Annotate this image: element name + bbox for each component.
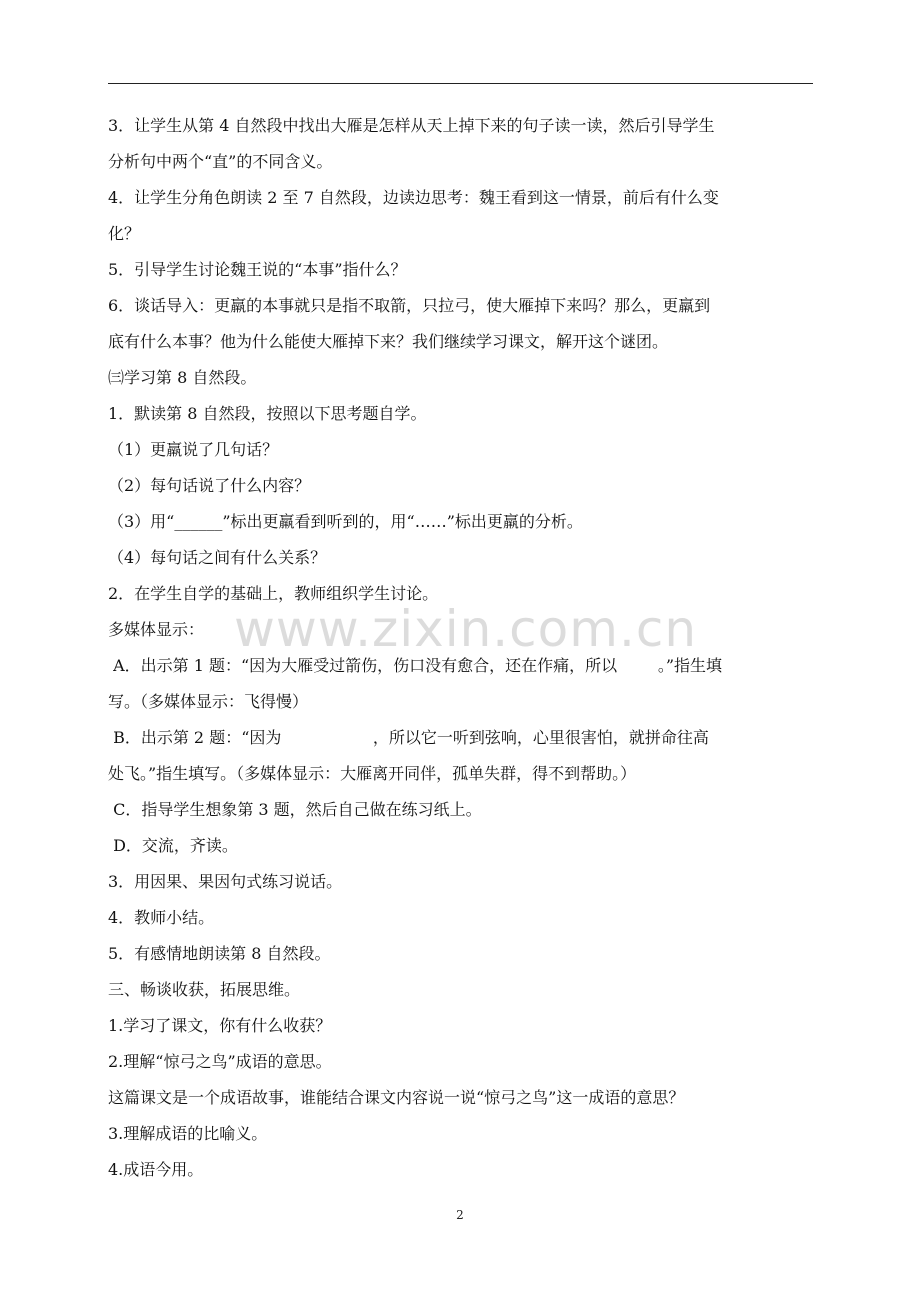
text-line: 3．用因果、果因句式练习说话。 bbox=[108, 872, 343, 891]
text-line: （3）用“______”标出更羸看到听到的，用“……”标出更羸的分析。 bbox=[108, 512, 583, 531]
text-line: 5．引导学生讨论魏王说的“本事”指什么？ bbox=[108, 260, 407, 279]
text-line: 1．默读第 8 自然段，按照以下思考题自学。 bbox=[108, 404, 427, 423]
text-line: A．出示第 1 题：“因为大雁受过箭伤，伤口没有愈合，还在作痛，所以 。”指生填 bbox=[108, 656, 723, 675]
page-number: 2 bbox=[456, 1208, 464, 1222]
watermark: www.zixin.com.cn bbox=[234, 600, 698, 658]
header-rule bbox=[108, 83, 813, 84]
text-line: 4.成语今用。 bbox=[108, 1160, 204, 1179]
text-line: 这篇课文是一个成语故事，谁能结合课文内容说一说“惊弓之鸟”这一成语的意思？ bbox=[108, 1088, 685, 1107]
text-line: 3.理解成语的比喻义。 bbox=[108, 1124, 268, 1143]
text-line: 5．有感情地朗读第 8 自然段。 bbox=[108, 944, 331, 963]
text-line: 底有什么本事？他为什么能使大雁掉下来？我们继续学习课文，解开这个谜团。 bbox=[108, 332, 669, 351]
section-heading: ㈢学习第 8 自然段。 bbox=[108, 368, 257, 387]
text-line: B．出示第 2 题：“因为 ，所以它一听到弦响，心里很害怕，就拼命往高 bbox=[108, 728, 709, 747]
text-line: 多媒体显示： bbox=[108, 620, 205, 639]
text-line: 2.理解“惊弓之鸟”成语的意思。 bbox=[108, 1052, 332, 1071]
text-line: 化？ bbox=[108, 224, 141, 243]
text-line: 6．谈话导入：更羸的本事就只是指不取箭，只拉弓，使大雁掉下来吗？那么，更羸到 bbox=[108, 296, 711, 315]
text-line: 4．让学生分角色朗读 2 至 7 自然段，边读边思考：魏王看到这一情景，前后有什么变 bbox=[108, 188, 719, 207]
text-line: 1.学习了课文，你有什么收获？ bbox=[108, 1016, 332, 1035]
text-line: 2．在学生自学的基础上，教师组织学生讨论。 bbox=[108, 584, 439, 603]
text-line: 3．让学生从第 4 自然段中找出大雁是怎样从天上掉下来的句子读一读，然后引导学生 bbox=[108, 116, 715, 135]
text-line: 处飞。”指生填写。（多媒体显示：大雁离开同伴，孤单失群，得不到帮助。） bbox=[108, 764, 637, 783]
text-line: （4）每句话之间有什么关系？ bbox=[108, 548, 327, 567]
text-line: （2）每句话说了什么内容？ bbox=[108, 476, 311, 495]
section-heading: 三、畅谈收获，拓展思维。 bbox=[108, 980, 301, 999]
text-line: 4．教师小结。 bbox=[108, 908, 215, 927]
text-line: （1）更羸说了几句话？ bbox=[108, 440, 279, 459]
text-line: C．指导学生想象第 3 题，然后自己做在练习纸上。 bbox=[108, 800, 482, 819]
text-line: 分析句中两个“直”的不同含义。 bbox=[108, 152, 333, 171]
document-body bbox=[108, 108, 818, 1188]
text-line: D．交流，齐读。 bbox=[108, 836, 238, 855]
text-line: 写。（多媒体显示：飞得慢） bbox=[108, 692, 309, 711]
